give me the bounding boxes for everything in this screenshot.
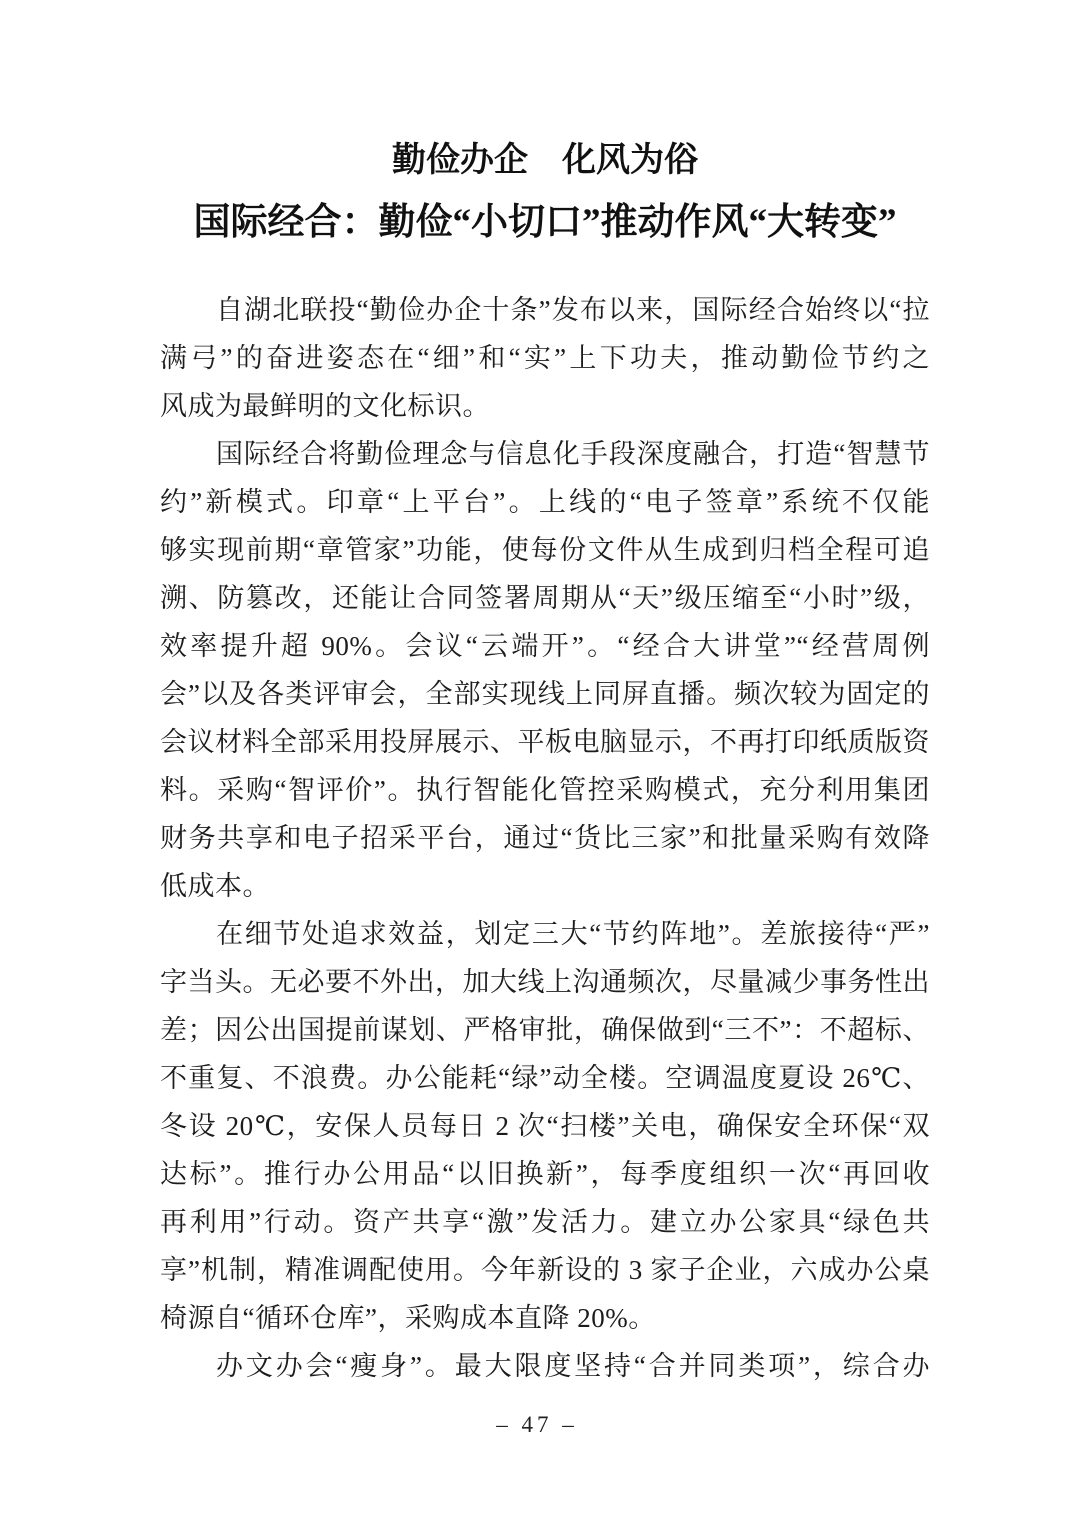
body-line: 享”机制，精准调配使用。今年新设的 3 家子企业，六成办公桌 — [160, 1255, 930, 1285]
body-line: 再利用”行动。资产共享“激”发活力。建立办公家具“绿色共 — [160, 1207, 930, 1237]
body-line: 效率提升超 90%。会议“云端开”。“经合大讲堂”“经营周例 — [160, 631, 930, 661]
doc-subtitle-text: 国际经合：勤俭“小切口”推动作风“大转变” — [193, 202, 897, 243]
body-line: 料。采购“智评价”。执行智能化管控采购模式，充分利用集团 — [160, 775, 930, 805]
body-line: 差；因公出国提前谋划、严格审批，确保做到“三不”：不超标、 — [160, 1015, 930, 1045]
body-line: 达标”。推行办公用品“以旧换新”，每季度组织一次“再回收 — [160, 1159, 930, 1189]
document-content — [160, 0, 930, 1390]
body-line: 够实现前期“章管家”功能，使每份文件从生成到归档全程可追 — [160, 535, 930, 565]
body-line: 会”以及各类评审会，全部实现线上同屏直播。频次较为固定的 — [160, 679, 930, 709]
body-line: 国际经合将勤俭理念与信息化手段深度融合，打造“智慧节 — [216, 439, 930, 469]
page-number: – 47 – — [496, 1412, 578, 1437]
body-line: 冬设 20℃，安保人员每日 2 次“扫楼”关电，确保安全环保“双 — [160, 1111, 930, 1141]
body-line: 满弓”的奋进姿态在“细”和“实”上下功夫，推动勤俭节约之 — [160, 343, 930, 373]
body-line: 字当头。无必要不外出，加大线上沟通频次，尽量减少事务性出 — [160, 967, 930, 997]
body-line: 低成本。 — [160, 871, 270, 901]
body-line: 办文办会“瘦身”。最大限度坚持“合并同类项”，综合办 — [216, 1351, 930, 1381]
body-line: 约”新模式。印章“上平台”。上线的“电子签章”系统不仅能 — [160, 487, 930, 517]
doc-title: 勤俭办企 化风为俗 — [392, 142, 698, 179]
paragraph-1 — [160, 286, 930, 430]
body-line: 自湖北联投“勤俭办企十条”发布以来，国际经合始终以“拉 — [216, 295, 930, 325]
paragraph-2 — [160, 430, 930, 910]
body-line: 在细节处追求效益，划定三大“节约阵地”。差旅接待“严” — [216, 919, 930, 949]
body-line: 会议材料全部采用投屏展示、平板电脑显示，不再打印纸质版资 — [160, 727, 930, 757]
paragraph-3 — [160, 910, 930, 1342]
document-body — [160, 286, 930, 1390]
body-line: 椅源自“循环仓库”，采购成本直降 20%。 — [160, 1303, 656, 1333]
body-line: 财务共享和电子招采平台，通过“货比三家”和批量采购有效降 — [160, 823, 930, 853]
doc-subtitle — [160, 190, 930, 246]
body-line: 不重复、不浪费。办公能耗“绿”动全楼。空调温度夏设 26℃、 — [160, 1063, 930, 1093]
body-line: 溯、防篡改，还能让合同签署周期从“天”级压缩至“小时”级， — [160, 583, 930, 613]
paragraph-4 — [160, 1342, 930, 1390]
body-line: 风成为最鲜明的文化标识。 — [160, 391, 490, 421]
